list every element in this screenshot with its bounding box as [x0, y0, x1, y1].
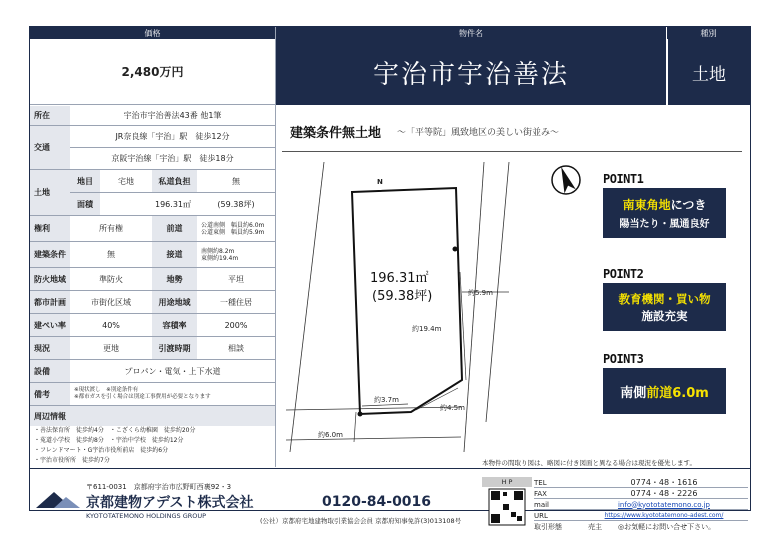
chimoku-value: 宅地	[100, 170, 152, 193]
delivery-value: 相談	[197, 337, 275, 360]
company-logo	[36, 490, 82, 510]
use-value: 一種住居	[197, 291, 275, 314]
road-south-top	[286, 407, 461, 410]
traffic-label: 交通	[30, 126, 70, 170]
surrounding-item: ・善法保育所 徒歩約4分 ・こざくら幼稚園 徒歩約20分	[34, 427, 196, 434]
terrain-label: 地勢	[152, 268, 197, 291]
company-name-en: KYOTOTATEMONO HOLDINGS GROUP	[86, 512, 207, 520]
surrounding-item: ・フレンドマート・G宇治市役所前店 徒歩約6分	[34, 447, 169, 454]
point3-box	[603, 368, 726, 414]
front-road-1: 公道南側 幅員約6.0m	[201, 221, 265, 229]
notes-line-2: ※都市ガスを引く場合は別途工事費用が必要となります	[74, 394, 211, 400]
dim-diag: 約4.5m	[440, 404, 465, 412]
rights-value: 所有権	[70, 216, 152, 242]
planning-label: 都市計画	[30, 291, 70, 314]
terrain-value: 平坦	[197, 268, 275, 291]
price-header: 価格	[30, 27, 275, 39]
name-header: 物件名	[276, 27, 666, 39]
footer-rule	[30, 468, 750, 469]
planning-value: 市街化区域	[70, 291, 152, 314]
road-edge-west	[290, 162, 324, 452]
point2-line2: 施設充実	[641, 308, 688, 323]
surroundings-list	[30, 426, 275, 468]
survey-point-south	[358, 412, 363, 417]
point1-heading: POINT1	[603, 172, 644, 186]
point1-box	[603, 188, 726, 238]
use-label: 用途地域	[152, 291, 197, 314]
tagline: ～「平等院」風致地区の美しい街並み～	[397, 128, 560, 138]
fire-value: 準防火	[70, 268, 152, 291]
notes-values	[70, 383, 275, 406]
point3-text: 南側	[620, 385, 647, 401]
location-label: 所在	[30, 106, 70, 126]
dim-bottom: 約3.7m	[374, 396, 399, 404]
traffic-line-1: JR奈良線「宇治」駅 徒歩12分	[70, 126, 275, 148]
contact-road-1: 南側約8.2m	[201, 247, 235, 255]
area-tsubo: (59.38坪)	[197, 193, 275, 216]
mode-value: 売主	[588, 523, 602, 531]
land-label: 土地	[30, 170, 70, 216]
map-area: 196.31㎡	[370, 271, 429, 286]
building-cond-value: 無	[70, 242, 152, 268]
location-value: 宇治市宇治善法43番 他1筆	[70, 106, 275, 126]
point3-heading: POINT3	[603, 352, 644, 366]
building-cond-label: 建築条件	[30, 242, 70, 268]
contact-road-label: 接道	[152, 242, 197, 268]
license-text: (公社）京都府宅地建物取引業協会会員 京都府知事免許(3)013108号	[260, 517, 462, 525]
fire-label: 防火地域	[30, 268, 70, 291]
qr-code-icon[interactable]	[483, 488, 531, 526]
toll-free-phone[interactable]: 0120-84-0016	[322, 494, 432, 510]
contact-road-values	[197, 242, 275, 268]
point1-line2: 陽当たり・風通良好	[619, 219, 710, 230]
rights-label: 権利	[30, 216, 70, 242]
shido-value: 無	[197, 170, 275, 193]
shido-label: 私道負担	[152, 170, 197, 193]
price-value: 2,480万円	[30, 39, 275, 105]
contact-road-2: 東側約19.4m	[201, 254, 239, 262]
road-south-bottom	[286, 437, 461, 440]
far-label: 容積率	[152, 314, 197, 337]
far-value: 200%	[197, 314, 275, 337]
notes-line-1: ※現状渡し ※別途条件有	[74, 387, 139, 393]
area-value: 196.31㎡	[100, 193, 197, 216]
fax-value: 0774・48・2226	[580, 489, 748, 499]
dim-east-road: 約5.9m	[468, 289, 493, 297]
property-type: 土地	[667, 39, 750, 105]
tel-label: TEL	[534, 478, 580, 488]
hp-label: H P	[482, 477, 532, 487]
front-road-2: 公道東側 幅員約5.9m	[201, 228, 265, 236]
coverage-label: 建ぺい率	[30, 314, 70, 337]
map-area-tsubo: (59.38坪)	[372, 289, 433, 304]
survey-point-east	[453, 247, 458, 252]
facilities-value: プロパン・電気・上下水道	[70, 360, 275, 383]
mail-label: mail	[534, 500, 580, 510]
tel-value[interactable]: 0774・48・1616	[580, 478, 748, 488]
dim-south-road: 約6.0m	[318, 431, 343, 439]
chimoku-label: 地目	[70, 170, 100, 193]
dim-line-south-road	[354, 412, 356, 442]
point2-line1: 教育機関・買い物	[618, 291, 711, 306]
point2-box	[603, 283, 726, 331]
url-link[interactable]: https://www.kyototatemono-adest.com/	[580, 511, 748, 521]
mail-link[interactable]: info@kyototatemono.co.jp	[580, 500, 748, 510]
point2-heading: POINT2	[603, 267, 644, 281]
north-arrow	[552, 165, 580, 194]
notes-label: 備考	[30, 383, 70, 406]
coverage-value: 40%	[70, 314, 152, 337]
subtitle: 建築条件無土地	[290, 126, 382, 141]
front-road-values	[197, 216, 275, 242]
property-name: 宇治市宇治善法	[276, 39, 666, 105]
dim-side: 約19.4m	[412, 325, 442, 333]
road-edge-plot-east	[464, 162, 484, 452]
fax-label: FAX	[534, 489, 580, 499]
facilities-label: 設備	[30, 360, 70, 383]
mode-label: 取引形態	[534, 523, 562, 531]
contact-prompt: ◎お気軽にお問い合せ下さい。	[618, 523, 716, 531]
surrounding-item: ・菟道小学校 徒歩約8分 ・宇治中学校 徒歩約12分	[34, 437, 184, 444]
company-name: 京都建物アデスト株式会社	[86, 495, 254, 511]
point1-text: につき	[670, 198, 707, 212]
url-label: URL	[534, 511, 580, 521]
north-letter: N	[377, 178, 383, 186]
delivery-label: 引渡時期	[152, 337, 197, 360]
status-value: 更地	[70, 337, 152, 360]
front-road-label: 前道	[152, 216, 197, 242]
surroundings-label: 周辺情報	[30, 406, 275, 426]
point1-highlight: 南東角地	[622, 198, 671, 212]
north-arrow-icon	[556, 165, 576, 194]
footer-address: 〒611-0031 京都府宇治市広野町西裏92・3	[86, 483, 232, 491]
point3-highlight: 前道6.0m	[646, 385, 709, 401]
type-header: 種別	[667, 27, 750, 39]
traffic-line-2: 京阪宇治線「宇治」駅 徒歩18分	[70, 148, 275, 170]
map-note: 本物件の間取り図は、略図に付き図面と異なる場合は現況を優先します。	[482, 459, 696, 467]
status-label: 現況	[30, 337, 70, 360]
area-label: 面積	[70, 193, 100, 216]
surrounding-item: ・宇治市役所所 徒歩約7分	[34, 457, 110, 464]
